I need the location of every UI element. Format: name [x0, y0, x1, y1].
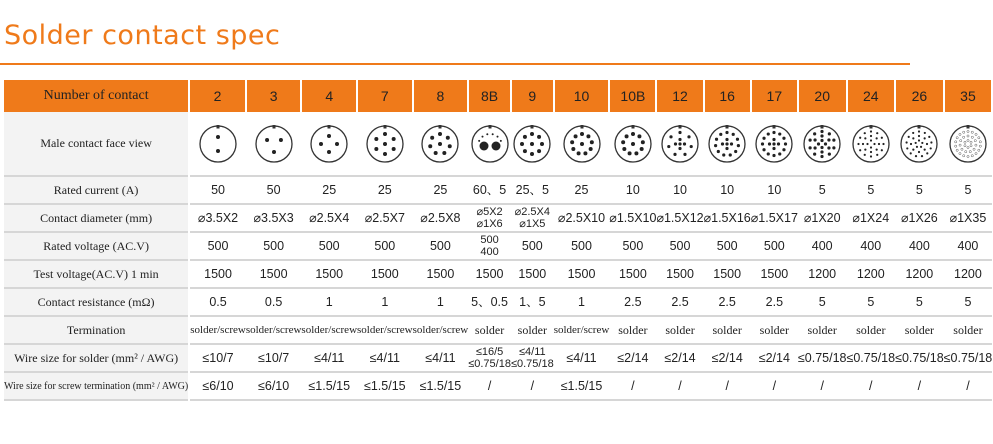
row-label: Contact resistance (mΩ) — [4, 288, 189, 316]
value-cell: solder — [953, 323, 983, 337]
value-cell: ⌀1X24 — [852, 211, 890, 225]
value-cell: ≤16/5 ≤0.75/18 — [468, 346, 511, 370]
face-view-row — [4, 112, 992, 176]
contact-header-4: 4 — [301, 80, 357, 112]
value-cell: ≤10/7 — [258, 351, 290, 365]
value-cell: 0.5 — [264, 295, 283, 309]
value-cell: ⌀1.5X16 — [703, 211, 751, 225]
contact-header-12: 12 — [656, 80, 703, 112]
value-cell: 5 — [867, 295, 875, 309]
contact-face-26-icon — [899, 124, 939, 164]
value-cell: 500 — [374, 239, 396, 253]
face-cell — [609, 112, 656, 176]
value-cell: 1500 — [475, 267, 504, 281]
value-cell: solder — [665, 323, 695, 337]
value-cell: ≤4/11 — [314, 351, 345, 365]
value-cell: 1 — [578, 295, 585, 309]
value-cell: 400 — [811, 239, 833, 253]
contact-header-10b: 10B — [609, 80, 656, 112]
value-cell: 500 — [521, 239, 543, 253]
value-cell: 1500 — [760, 267, 789, 281]
value-cell: / — [820, 379, 824, 393]
value-cell: ⌀1.5X10 — [609, 211, 657, 225]
value-cell: 2.5 — [765, 295, 784, 309]
spec-row — [4, 232, 992, 260]
row-label: Termination — [4, 316, 189, 344]
value-cell: 5 — [915, 183, 923, 197]
contact-header-16: 16 — [704, 80, 751, 112]
header-label: Number of contact — [4, 80, 189, 112]
value-cell: solder/screw — [245, 324, 302, 336]
value-cell: 5 — [867, 183, 875, 197]
value-cell: solder/screw — [190, 324, 246, 336]
contact-face-10b-icon — [613, 124, 653, 164]
value-cell: 1200 — [808, 267, 837, 281]
contact-header-20: 20 — [798, 80, 847, 112]
face-cell — [944, 112, 993, 176]
contact-face-8b-icon — [470, 124, 510, 164]
value-cell: solder — [712, 323, 742, 337]
value-cell: solder — [856, 323, 886, 337]
value-cell: 500 400 — [480, 234, 499, 258]
value-cell: solder/screw — [553, 324, 610, 336]
value-cell: ⌀1.5X17 — [750, 211, 798, 225]
face-cell — [704, 112, 751, 176]
contact-header-10: 10 — [554, 80, 610, 112]
contact-header-24: 24 — [847, 80, 896, 112]
value-cell: 1500 — [518, 267, 547, 281]
contact-header-26: 26 — [895, 80, 944, 112]
value-cell: 5 — [915, 295, 923, 309]
value-cell: ≤0.75/18 — [797, 351, 847, 365]
value-cell: 1 — [436, 295, 444, 309]
value-cell: ≤1.5/15 — [364, 379, 406, 393]
value-cell: 5、0.5 — [471, 295, 508, 309]
value-cell: 1200 — [905, 267, 934, 281]
value-cell: 500 — [318, 239, 340, 253]
contact-header-2: 2 — [189, 80, 246, 112]
value-cell: ≤6/10 — [202, 379, 234, 393]
value-cell: 5 — [964, 183, 972, 197]
value-cell: ≤10/7 — [202, 351, 234, 365]
value-cell: 2.5 — [718, 295, 736, 309]
contact-face-9-icon — [512, 124, 552, 164]
value-cell: ≤1.5/15 — [308, 379, 351, 393]
value-cell: 1500 — [259, 267, 288, 281]
spec-row — [4, 260, 992, 288]
face-cell — [798, 112, 847, 176]
row-label: Contact diameter (mm) — [4, 204, 189, 232]
face-cell — [895, 112, 944, 176]
face-cell — [301, 112, 357, 176]
contact-header-8: 8 — [413, 80, 469, 112]
value-cell: ≤4/11 — [425, 351, 456, 365]
contact-header-3: 3 — [246, 80, 302, 112]
page-title: Solder contact spec — [4, 20, 281, 51]
face-cell — [189, 112, 246, 176]
value-cell: / — [487, 379, 492, 393]
value-cell: ≤6/10 — [258, 379, 290, 393]
value-cell: 500 — [669, 239, 691, 253]
value-cell: solder/screw — [412, 324, 469, 336]
value-cell: / — [869, 379, 873, 393]
row-label: Test voltage(AC.V) 1 min — [4, 260, 189, 288]
value-cell: 1500 — [204, 267, 232, 281]
value-cell: solder — [618, 323, 648, 337]
value-cell: ⌀2.5X10 — [557, 211, 606, 225]
value-cell: ≤1.5/15 — [419, 379, 462, 393]
value-cell: 400 — [957, 239, 979, 253]
face-cell — [656, 112, 703, 176]
value-cell: / — [530, 379, 535, 393]
value-cell: 5 — [818, 295, 826, 309]
face-cell — [554, 112, 610, 176]
value-cell: ⌀2.5X8 — [420, 211, 461, 225]
value-cell: / — [631, 379, 635, 393]
value-cell: 10 — [673, 183, 687, 197]
value-cell: ⌀1.5X12 — [656, 211, 704, 225]
value-cell: solder — [517, 323, 547, 337]
value-cell: 10 — [720, 183, 735, 197]
contact-face-4-icon — [309, 124, 349, 164]
contact-face-20-icon — [802, 124, 842, 164]
spec-row — [4, 176, 992, 204]
value-cell: 500 — [263, 239, 285, 253]
value-cell: ⌀3.5X3 — [253, 211, 294, 225]
contact-face-35-icon — [948, 124, 988, 164]
face-cell — [847, 112, 896, 176]
value-cell: ≤2/14 — [617, 351, 649, 365]
value-cell: 25 — [377, 183, 392, 197]
row-label: Rated current (A) — [4, 176, 189, 204]
value-cell: ⌀1X20 — [803, 211, 841, 225]
value-cell: ≤0.75/18 — [943, 351, 993, 365]
row-label: Male contact face view — [4, 112, 189, 176]
contact-face-17-icon — [754, 124, 794, 164]
face-cell — [357, 112, 413, 176]
value-cell: ⌀2.5X4 ⌀1X5 — [514, 206, 551, 230]
value-cell: 1 — [325, 295, 333, 309]
value-cell: / — [725, 379, 729, 393]
contact-header-35: 35 — [944, 80, 993, 112]
value-cell: 1500 — [315, 267, 344, 281]
value-cell: ≤2/14 — [664, 351, 696, 365]
value-cell: 500 — [763, 239, 785, 253]
face-cell — [413, 112, 469, 176]
spec-row — [4, 372, 992, 400]
value-cell: ≤4/11 ≤0.75/18 — [510, 346, 554, 370]
value-cell: 500 — [716, 239, 738, 253]
value-cell: 50 — [211, 183, 225, 197]
spec-table — [4, 80, 993, 401]
title-underline — [0, 63, 910, 65]
value-cell: 400 — [908, 239, 930, 253]
value-cell: ⌀2.5X4 — [309, 211, 350, 225]
spec-row — [4, 316, 992, 344]
value-cell: 25 — [574, 183, 589, 197]
value-cell: 60、5 — [472, 183, 507, 197]
spec-row — [4, 344, 992, 372]
value-cell: 1500 — [666, 267, 694, 281]
contact-face-7-icon — [365, 124, 405, 164]
value-cell: 1 — [381, 295, 389, 309]
value-cell: 2.5 — [671, 295, 689, 309]
value-cell: / — [678, 379, 682, 393]
row-label: Rated voltage (AC.V) — [4, 232, 189, 260]
contact-face-16-icon — [707, 124, 747, 164]
value-cell: solder — [807, 323, 837, 337]
value-cell: 500 — [571, 239, 592, 253]
contact-face-3-icon — [254, 124, 294, 164]
value-cell: / — [917, 379, 922, 393]
value-cell: solder/screw — [357, 324, 413, 336]
value-cell: / — [772, 379, 777, 393]
contact-face-2-icon — [198, 124, 238, 164]
value-cell: 500 — [429, 239, 451, 253]
value-cell: 500 — [622, 239, 644, 253]
value-cell: ≤2/14 — [711, 351, 743, 365]
value-cell: 10 — [625, 183, 640, 197]
face-cell — [751, 112, 798, 176]
contact-header-8b: 8B — [468, 80, 511, 112]
value-cell: ≤2/14 — [758, 351, 790, 365]
value-cell: ≤0.75/18 — [895, 351, 944, 365]
value-cell: 1200 — [954, 267, 982, 281]
value-cell: ⌀1X26 — [901, 211, 938, 225]
value-cell: ≤4/11 — [566, 351, 597, 365]
contact-face-8-icon — [420, 124, 460, 164]
value-cell: solder — [759, 323, 789, 337]
value-cell: ⌀2.5X7 — [364, 211, 405, 225]
spec-row — [4, 288, 992, 316]
contact-face-10-icon — [562, 124, 602, 164]
value-cell: 400 — [860, 239, 882, 253]
value-cell: 1500 — [618, 267, 647, 281]
value-cell: solder/screw — [301, 324, 358, 336]
value-cell: 1500 — [713, 267, 742, 281]
value-cell: 10 — [767, 183, 782, 197]
value-cell: solder — [474, 323, 505, 337]
value-cell: 500 — [207, 239, 229, 253]
value-cell: 1200 — [856, 267, 885, 281]
value-cell: / — [966, 379, 970, 393]
value-cell: ≤0.75/18 — [846, 351, 896, 365]
contact-header-9: 9 — [511, 80, 554, 112]
value-cell: 25 — [433, 183, 448, 197]
row-label: Wire size for solder (mm² / AWG) — [4, 344, 189, 372]
header-row — [4, 80, 992, 112]
value-cell: 1500 — [567, 267, 596, 281]
value-cell: 0.5 — [209, 295, 227, 309]
value-cell: 2.5 — [624, 295, 642, 309]
value-cell: 1、5 — [519, 295, 546, 309]
value-cell: ≤4/11 — [369, 351, 400, 365]
face-cell — [468, 112, 511, 176]
row-label: Wire size for screw termination (mm² / AWG) — [4, 372, 189, 400]
face-cell — [511, 112, 554, 176]
contact-face-12-icon — [660, 124, 700, 164]
contact-face-24-icon — [851, 124, 891, 164]
value-cell: ⌀3.5X2 — [197, 211, 239, 225]
value-cell: 50 — [266, 183, 281, 197]
value-cell: 5 — [964, 295, 972, 309]
value-cell: 25、5 — [515, 183, 549, 197]
value-cell: ⌀5X2 ⌀1X6 — [476, 206, 503, 230]
value-cell: 1500 — [426, 267, 455, 281]
contact-header-7: 7 — [357, 80, 413, 112]
contact-header-17: 17 — [751, 80, 798, 112]
spec-row — [4, 204, 992, 232]
value-cell: 5 — [818, 183, 826, 197]
value-cell: solder — [904, 323, 935, 337]
value-cell: ≤1.5/15 — [560, 379, 603, 393]
value-cell: 25 — [322, 183, 337, 197]
face-cell — [246, 112, 302, 176]
value-cell: 1500 — [370, 267, 399, 281]
value-cell: ⌀1X35 — [949, 211, 987, 225]
